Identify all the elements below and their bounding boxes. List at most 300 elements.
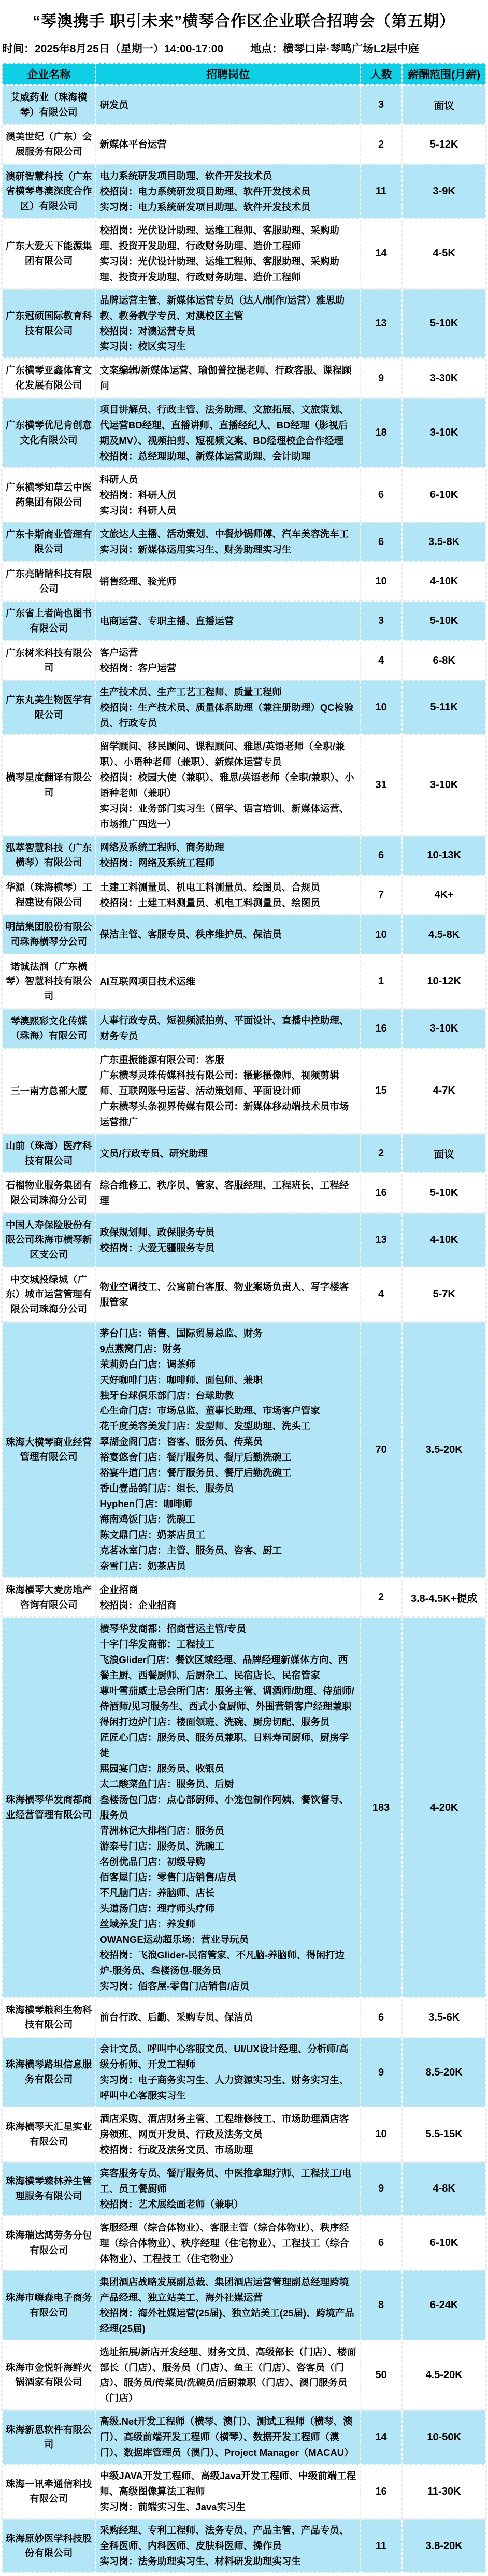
position-category-label: 校招岗： [99, 2144, 138, 2155]
position-category-label: 校招岗： [99, 663, 138, 674]
company-cell: 珠海横琴粮科生物科技有限公司 [2, 1998, 96, 2037]
event-venue: 地点：横琴口岸·琴鸣广场L2层中庭 [250, 43, 419, 55]
positions-cell [96, 1998, 361, 2037]
position-line: 克茗冰室门店：主管、服务员、咨客、厨工 [99, 1545, 282, 1556]
table-row [2, 2107, 486, 2162]
company-cell: 琴澳熙彩文化传媒（珠海）有限公司 [2, 1009, 96, 1048]
company-cell: 山前（珠海）医疗科技有限公司 [2, 1134, 96, 1173]
positions-cell [96, 876, 361, 915]
position-category-label: 佰客屋门店： [99, 1871, 157, 1883]
position-line: 尊叶雪茄威士忌会所门店：服务主管、调酒师/助理、侍茄师/侍酒师/见习服务生、西式小食厨师、外围营销客户经理兼职 [99, 1685, 354, 1712]
table-row [2, 876, 486, 915]
jobs-table [1, 62, 487, 2574]
position-category-label: 得闲打边炉门店： [99, 1716, 177, 1728]
position-line: 校招岗：科研人员 [99, 489, 177, 500]
position-category-label: 头道汤门店： [99, 1902, 157, 1914]
salary-cell: 4-5K [402, 219, 486, 289]
headcount-cell: 2 [360, 125, 401, 164]
headcount-cell: 16 [360, 2465, 401, 2519]
headcount-cell: 6 [360, 2216, 401, 2270]
salary-cell: 3-10K [402, 735, 486, 836]
positions-cell [96, 1134, 361, 1173]
position-line: 综合维修工、秩序员、管家、客服经理、工程班长、工程经理 [99, 1179, 349, 1206]
position-line: 奈雪门店：奶茶店员 [99, 1561, 186, 1572]
salary-cell: 5-11K [402, 680, 486, 735]
position-line: OWANGE运动超乐场：营业导玩员 [99, 1934, 249, 1945]
table-row [2, 2465, 486, 2519]
column-header-salary: 薪酬范围(月薪) [402, 63, 486, 85]
position-line: 十字门华发商都：工程技工 [99, 1639, 215, 1650]
company-cell: 珠海大横琴商业经营管理有限公司 [2, 1322, 96, 1578]
position-category-label: 校招岗： [99, 185, 138, 197]
position-line: 电力系统研发项目助理、软件开发技术员 [99, 170, 272, 181]
event-meta [0, 34, 488, 62]
table-row [2, 602, 486, 641]
table-row [2, 1998, 486, 2037]
position-line: 天好咖啡门店：咖啡师、面包师、兼职 [99, 1374, 263, 1385]
position-line: 不凡脑门店：养脑师、店长 [99, 1887, 215, 1898]
company-cell: 三一南方总部大厦 [2, 1049, 96, 1134]
table-header [2, 63, 486, 85]
position-line: 校招岗：网络及系统工程师 [99, 857, 215, 869]
headcount-cell: 2 [360, 1578, 401, 1618]
headcount-cell: 6 [360, 1998, 401, 2037]
position-line: 中级JAVA开发工程师、高级Java开发工程师、中级前端工程师、高级图像算法工程师 [99, 2470, 356, 2497]
position-line: 选址拓展/新店开发经理、财务文员、高级部长（门店）、楼面部长（门店）、服务员（门店）、鱼王（门店）、咨客员（门店）、服务员/传菜员/洗碗员/后厨兼职（门店）、澳门服务员（门店） [99, 2346, 356, 2404]
positions-cell [96, 2270, 361, 2340]
position-line: 校招岗：大爱无疆服务专员 [99, 1242, 215, 1253]
position-category-label: 花千度美容美发门店： [99, 1421, 196, 1432]
positions-cell [96, 1322, 361, 1578]
headcount-cell: 13 [360, 289, 401, 359]
position-line: 佰客屋门店：零售门店销售/店员 [99, 1871, 237, 1883]
position-category-label: 不凡脑门店： [99, 1887, 157, 1898]
company-cell: 中国人寿保险股份有限公司珠海市横琴新区支公司 [2, 1213, 96, 1267]
position-category-label: 实习岗： [99, 505, 138, 516]
position-line: 名创优品门店：初级导购 [99, 1856, 205, 1867]
position-line: 采购经理、专利工程师、法务专员、产品主管、产品专员、全科医师、内科医师、皮肤科医师、操作员 [99, 2525, 349, 2552]
company-cell: 广东亮睛睛科技有限公司 [2, 562, 96, 601]
position-category-label: 陈文鼎门店： [99, 1529, 157, 1541]
position-category-label: 太二酸菜鱼门店： [99, 1779, 177, 1790]
table-body [2, 85, 486, 2573]
table-row [2, 398, 486, 468]
position-line: 实习岗：光伏设计助理、运维工程师、客服助理、采购助理、投资开发助理、行政财务助理、造价工程师 [99, 255, 339, 282]
positions-cell [96, 562, 361, 601]
table-row [2, 2216, 486, 2270]
event-time: 时间：2025年8月25日（星期一）14:00-17:00 [2, 43, 224, 55]
salary-cell: 4-20K [402, 1618, 486, 1998]
position-line: 网络及系统工程师、商务助理 [99, 842, 224, 853]
position-category-label: 熙园宴门店： [99, 1763, 157, 1774]
position-line: 校招岗：艺术展绘画老师（兼职） [99, 2198, 243, 2210]
positions-cell [96, 359, 361, 398]
table-row [2, 219, 486, 289]
position-category-label: 茅台门店： [99, 1327, 148, 1339]
positions-cell [96, 289, 361, 359]
salary-cell: 4K+ [402, 876, 486, 915]
positions-cell [96, 2107, 361, 2162]
table-row [2, 468, 486, 522]
position-line: 会计文员、呼叫中心客服文员、UI/UX设计经理、分析师/高级分析师、开发工程师 [99, 2043, 349, 2070]
salary-cell: 4.5-8K [402, 915, 486, 954]
positions-cell [96, 1213, 361, 1267]
headcount-cell: 10 [360, 680, 401, 735]
table-row [2, 1213, 486, 1267]
position-line: 陈文鼎门店：奶茶店员工 [99, 1529, 205, 1541]
position-category-label: 奈雪门店： [99, 1561, 148, 1572]
position-category-label: 心生命门店： [99, 1405, 157, 1416]
position-line: 企业招商 [99, 1584, 138, 1595]
position-category-label: 丝域养发门店： [99, 1918, 167, 1929]
company-cell: 广东卡斯商业管理有限公司 [2, 522, 96, 562]
headcount-cell: 3 [360, 85, 401, 125]
headcount-cell: 14 [360, 219, 401, 289]
position-line: 实习岗：电子商务实习生、人力资源实习生、财务实习生、呼叫中心客服实习生 [99, 2074, 349, 2101]
page-title: “琴澳携手 职引未来”横琴合作区企业联合招聘会（第五期） [32, 13, 456, 30]
position-category-label: 校招岗： [99, 897, 138, 908]
positions-cell [96, 954, 361, 1009]
position-category-label: 9点燕窝门店： [99, 1343, 163, 1354]
headcount-cell: 10 [360, 915, 401, 954]
position-line: 高级.Net开发工程师（横琴、澳门）、测试工程师（横琴、澳门）、高级前端开发工程师（横琴）、数据开发工程师（澳门）、数据库管理员（澳门）、Project Manager（MACAU） [99, 2416, 354, 2458]
position-line: 裕宴悠舍门店：餐厅服务员、餐厅后勤洗碗工 [99, 1452, 292, 1463]
position-category-label: OWANGE运动超乐场： [99, 1934, 201, 1945]
salary-cell: 5.5-15K [402, 2107, 486, 2162]
headcount-cell: 6 [360, 522, 401, 562]
position-line: 裕宴牛道门店：餐厅服务员、餐厅后勤洗碗工 [99, 1467, 292, 1479]
salary-cell: 6-10K [402, 2216, 486, 2270]
positions-cell [96, 2038, 361, 2108]
position-line: AI互联网项目技术运维 [99, 976, 196, 987]
company-cell: 珠海瑞达鸿劳务分包有限公司 [2, 2216, 96, 2270]
position-category-label: 实习岗： [99, 1980, 138, 1992]
positions-cell [96, 915, 361, 954]
salary-cell: 3.8-4.5K+提成 [402, 1578, 486, 1618]
salary-cell: 3.5-20K [402, 1322, 486, 1578]
company-cell: 广东丸美生物医学有限公司 [2, 680, 96, 735]
positions-cell [96, 85, 361, 125]
salary-cell: 5-10K [402, 289, 486, 359]
position-line: 青洲林记大排档门店：服务员 [99, 1825, 224, 1837]
position-line: 实习岗：业务部门实习生（留学、语言培训、新媒体运营、市场推广四选一） [99, 803, 349, 829]
position-category-label: 游泰号门店： [99, 1841, 157, 1852]
position-category-label: 实习岗： [99, 201, 138, 212]
position-category-label: 横琴华发商都： [99, 1623, 167, 1635]
position-line: 人事行政专员、短视频派拍剪、平面设计、直播中控助理、财务专员 [99, 1015, 349, 1042]
company-cell: 珠海一讯牵通信科技有限公司 [2, 2465, 96, 2519]
position-line: 翠湖金阁门店：咨客、服务员、传菜员 [99, 1436, 263, 1448]
position-line: 酒店采购、酒店财务主管、工程维修技工、市场助理酒店客房领班、网页开发员、行政及法务文员 [99, 2113, 349, 2140]
position-category-label: 飞浪Glider门店： [99, 1654, 176, 1666]
position-line: 政保规划师、政保服务专员 [99, 1226, 215, 1238]
position-category-label: 裕宴悠舍门店： [99, 1452, 167, 1463]
position-category-label: 独牙台球俱乐部门店： [99, 1390, 196, 1401]
table-row [2, 2410, 486, 2465]
position-line: 9点燕窝门店：财务 [99, 1343, 182, 1354]
salary-cell: 10-13K [402, 836, 486, 875]
headcount-cell: 14 [360, 2410, 401, 2465]
position-line: 实习岗：新媒体运用实习生、财务助理实习生 [99, 544, 292, 555]
headcount-cell: 4 [360, 641, 401, 680]
position-line: 宾客服务专员、餐厅服务员、中医推拿理疗师、工程技工/电工、员工餐厨师 [99, 2167, 352, 2194]
salary-cell: 5-10K [402, 1173, 486, 1213]
salary-cell: 5-12K [402, 125, 486, 164]
company-cell: 广东冠硕国际教育科技有限公司 [2, 289, 96, 359]
position-category-label: 广东重振能源有限公司： [99, 1054, 205, 1066]
position-line: 文案编辑/新媒体运营、瑜伽普拉提老师、行政客服、课程顾问 [99, 365, 352, 392]
company-cell: 珠海横琴路坦信息服务有限公司 [2, 2038, 96, 2108]
position-line: 新媒体平台运营 [99, 139, 167, 150]
position-line: 客服经理（综合体物业）、客服主管（综合体物业）、秩序经理（综合体物业）、秩序经理（住宅物业）、工程技工（综合体物业）、工程技工（住宅物业） [99, 2222, 349, 2264]
position-category-label: 校招岗： [99, 857, 138, 869]
position-line: 校招岗：飞浪Glider-民宿管家、不凡脑-养脑师、得闲打边炉-服务员、叁楼汤包-服务员 [99, 1949, 345, 1976]
positions-cell [96, 836, 361, 875]
salary-cell: 10-12K [402, 954, 486, 1009]
position-category-label: 实习岗： [99, 2074, 138, 2085]
company-cell: 横琴星度翻译有限公司 [2, 735, 96, 836]
position-category-label: 叁楼汤包门店： [99, 1794, 167, 1806]
position-line: 电商运营、专职主播、直播运营 [99, 615, 234, 626]
headcount-cell: 183 [360, 1618, 401, 1998]
positions-cell [96, 1173, 361, 1213]
company-cell: 明喆集团股份有限公司珠海横琴分公司 [2, 915, 96, 954]
position-line: 校招岗：土建工料测量员、机电工料测量员、绘图员 [99, 897, 320, 908]
position-line: 广东横琴头条视界传媒有限公司：新媒体移动端技术员市场运营推广 [99, 1100, 349, 1127]
position-category-label: 校招岗： [99, 702, 138, 713]
positions-cell [96, 680, 361, 735]
position-category-label: 校招岗： [99, 771, 138, 783]
position-category-label: 实习岗： [99, 2501, 138, 2513]
company-cell: 诺诚法润（广东横琴）智慧科技有限公司 [2, 954, 96, 1009]
table-row [2, 641, 486, 680]
positions-cell [96, 1578, 361, 1618]
salary-cell: 3.5-6K [402, 1998, 486, 2037]
position-category-label: 广东横琴灵珠传媒科技有限公司： [99, 1070, 243, 1081]
salary-cell: 3-10K [402, 398, 486, 468]
headcount-cell: 11 [360, 2519, 401, 2573]
table-row [2, 2340, 486, 2410]
company-cell: 广东横琴亚鑫体育文化发展有限公司 [2, 359, 96, 398]
position-line: 土建工料测量员、机电工料测量员、绘图员、合规员 [99, 881, 320, 893]
position-line: 物业空调技工、公寓前台客服、物业案场负责人、写字楼客服管家 [99, 1281, 349, 1308]
position-category-label: 校招岗： [99, 1949, 138, 1960]
table-row [2, 359, 486, 398]
table-row [2, 1322, 486, 1578]
company-cell: 广东省上者尚也图书有限公司 [2, 602, 96, 641]
position-category-label: 十字门华发商都： [99, 1639, 177, 1650]
headcount-cell: 9 [360, 2038, 401, 2108]
position-line: 项目讲解员、行政主管、法务助理、文旅拓展、文旅策划、代运营BD经理、直播讲师、直播经纪人、BD经理（影视后期及MV）、视频拍剪、短视频文案、BD经理校企合作经理 [99, 404, 349, 446]
headcount-cell: 50 [360, 2340, 401, 2410]
position-line: 独牙台球俱乐部门店：台球助教 [99, 1390, 234, 1401]
salary-cell: 4-10K [402, 1213, 486, 1267]
salary-cell: 4-8K [402, 2162, 486, 2216]
position-category-label: 克茗冰室门店： [99, 1545, 167, 1556]
position-category-label: 校招岗： [99, 489, 138, 500]
position-line: 花千度美容美发门店：发型师、发型助理、洗头工 [99, 1421, 311, 1432]
table-row [2, 1134, 486, 1173]
headcount-cell: 11 [360, 164, 401, 219]
position-category-label: 校招岗： [99, 1242, 138, 1253]
company-cell: 澳美世纪（广东）会展服务有限公司 [2, 125, 96, 164]
position-line: 校招岗：光伏设计助理、运维工程师、客服助理、采购助理、投资开发助理、行政财务助理、造价工程师 [99, 224, 339, 251]
position-line: 游泰号门店：服务员、洗碗工 [99, 1841, 224, 1852]
position-line: 校招岗：对澳运营专员 [99, 325, 196, 337]
headcount-cell: 2 [360, 1134, 401, 1173]
company-cell: 珠海横琴大麦房地产咨询有限公司 [2, 1578, 96, 1618]
position-category-label: 青洲林记大排档门店： [99, 1825, 196, 1837]
salary-cell: 3-30K [402, 359, 486, 398]
table-row [2, 562, 486, 601]
position-line: 横琴华发商都：招商营运主管/专员 [99, 1623, 247, 1635]
salary-cell: 面议 [402, 85, 486, 125]
position-category-label: 校招岗： [99, 325, 138, 337]
position-category-label: 匠匠心门店： [99, 1732, 157, 1743]
salary-cell: 5-10K [402, 602, 486, 641]
table-row [2, 1578, 486, 1618]
headcount-cell: 16 [360, 1009, 401, 1048]
positions-cell [96, 2162, 361, 2216]
positions-cell [96, 219, 361, 289]
table-row [2, 125, 486, 164]
position-line: 实习岗：电力系统研发项目助理、软件开发技术员 [99, 201, 311, 212]
company-cell: 广东树米科技有限公司 [2, 641, 96, 680]
salary-cell: 5-7K [402, 1267, 486, 1322]
company-cell: 广东大爱天下能源集团有限公司 [2, 219, 96, 289]
position-line: 匠匠心门店：服务员、服务员兼职、日料寿司厨师、厨房学徒 [99, 1732, 349, 1759]
company-cell: 泓萃智慧科技（广东横琴）有限公司 [2, 836, 96, 875]
salary-cell: 3.5-8K [402, 522, 486, 562]
headcount-cell: 8 [360, 2270, 401, 2340]
salary-cell: 6-8K [402, 641, 486, 680]
position-category-label: 实习岗： [99, 341, 138, 352]
position-category-label: 校招岗： [99, 2198, 138, 2210]
positions-cell [96, 1267, 361, 1322]
position-line: 销售经理、验光师 [99, 576, 177, 587]
table-row [2, 85, 486, 125]
company-cell: 珠海市金悦轩海鲜火锅酒家有限公司 [2, 2340, 96, 2410]
headcount-cell: 13 [360, 1213, 401, 1267]
company-cell: 澳研智慧科技（广东省横琴粤澳深度合作区）有限公司 [2, 164, 96, 219]
table-row [2, 1618, 486, 1998]
salary-cell: 10-50K [402, 2410, 486, 2465]
headcount-cell: 9 [360, 359, 401, 398]
headcount-cell: 10 [360, 562, 401, 601]
position-line: 得闲打边炉门店：楼面领班、洗碗、厨房切配、服务员 [99, 1716, 330, 1728]
headcount-cell: 70 [360, 1322, 401, 1578]
positions-cell [96, 2216, 361, 2270]
position-line: 实习岗：法务助理实习生、材料研发助理实习生 [99, 2556, 301, 2567]
headcount-cell: 15 [360, 1049, 401, 1134]
salary-cell: 面议 [402, 1134, 486, 1173]
position-category-label: 翠湖金阁门店： [99, 1436, 167, 1448]
headcount-cell: 16 [360, 1173, 401, 1213]
position-category-label: 校招岗： [99, 450, 138, 462]
company-cell: 石榴物业服务集团有限公司珠海分公司 [2, 1173, 96, 1213]
salary-cell: 6-24K [402, 2270, 486, 2340]
position-line: 实习岗：前端实习生、Java实习生 [99, 2501, 246, 2513]
positions-cell [96, 2410, 361, 2465]
position-line: 熙园宴门店：服务员、收银员 [99, 1763, 224, 1774]
headcount-cell: 10 [360, 2107, 401, 2162]
company-cell: 华源（珠海横琴）工程建设有限公司 [2, 876, 96, 915]
position-line: 校招岗：电力系统研发项目助理、软件开发技术员 [99, 185, 311, 197]
position-line: Hyphen门店：咖啡师 [99, 1498, 193, 1510]
positions-cell [96, 468, 361, 522]
salary-cell: 4-7K [402, 1049, 486, 1134]
position-line: 广东横琴灵珠传媒科技有限公司：摄影摄像师、视频剪辑师、互联网账号运营、活动策划师、平面设计师 [99, 1070, 339, 1096]
company-cell: 珠海原妙医学科技股份有限公司 [2, 2519, 96, 2573]
column-header-positions: 招聘岗位 [96, 63, 361, 85]
positions-cell [96, 1618, 361, 1998]
headcount-cell: 3 [360, 602, 401, 641]
position-line: 前台行政、后勤、采购专员、保洁员 [99, 2012, 253, 2023]
position-line: 校招岗：客户运营 [99, 663, 177, 674]
headcount-cell: 6 [360, 468, 401, 522]
positions-cell [96, 641, 361, 680]
headcount-cell: 4 [360, 1267, 401, 1322]
position-category-label: 名创优品门店： [99, 1856, 167, 1867]
headcount-cell: 1 [360, 954, 401, 1009]
position-line: 品牌运营主管、新媒体运营专员（达人/制作/运营）雅思助教、教务教学专员、对澳校区主管 [99, 294, 345, 321]
table-row [2, 289, 486, 359]
company-cell: 中交城投绿城（广东）城市运营管理有限公司珠海分公司 [2, 1267, 96, 1322]
headcount-cell: 6 [360, 836, 401, 875]
positions-cell [96, 2465, 361, 2519]
position-line: 文旅达人主播、活动策划、中餐炒锅师傅、汽车美容洗车工 [99, 528, 349, 540]
position-line: 丝域养发门店：养发师 [99, 1918, 196, 1929]
company-cell: 珠海市嗨森电子商务有限公司 [2, 2270, 96, 2340]
headcount-cell: 18 [360, 398, 401, 468]
headcount-cell: 31 [360, 735, 401, 836]
position-category-label: 实习岗： [99, 255, 138, 267]
salary-cell: 3-9K [402, 164, 486, 219]
position-line: 心生命门店：市场总监、董事长助理、市场客户管家 [99, 1405, 320, 1416]
positions-cell [96, 164, 361, 219]
positions-cell [96, 125, 361, 164]
position-line: 实习岗：校区实习生 [99, 341, 186, 352]
positions-cell [96, 398, 361, 468]
column-header-count: 人数 [360, 63, 401, 85]
position-category-label: 裕宴牛道门店： [99, 1467, 167, 1479]
positions-cell [96, 1009, 361, 1048]
position-category-label: 广东横琴头条视界传媒有限公司： [99, 1100, 243, 1112]
position-line: 客户运营 [99, 647, 138, 659]
position-line: 茅台门店：销售、国际贸易总监、财务 [99, 1327, 263, 1339]
position-line: 保洁主管、客服专员、秩序维护员、保洁员 [99, 929, 282, 940]
position-category-label: 天好咖啡门店： [99, 1374, 167, 1385]
position-line: 文员/行政专员、研究助理 [99, 1148, 208, 1159]
table-row [2, 164, 486, 219]
position-category-label: 尊叶雪茄威士忌会所门店： [99, 1685, 215, 1697]
salary-cell: 3.8-20K [402, 2519, 486, 2573]
position-line: 集团酒店战略发展副总裁、集团酒店运营管理副总经理跨境产品经理、独立站美工、海外社媒运营 [99, 2276, 349, 2303]
position-line: 叁楼汤包门店：点心部厨师、小笼包制作阿姨、餐饮督导、服务员 [99, 1794, 349, 1821]
position-line: 科研人员 [99, 474, 138, 485]
position-line: 校招岗：行政及法务文员、市场助理 [99, 2144, 253, 2155]
salary-cell: 3-10K [402, 1009, 486, 1048]
positions-cell [96, 735, 361, 836]
positions-cell [96, 2519, 361, 2573]
position-category-label: 校招岗： [99, 224, 138, 236]
salary-cell: 4-10K [402, 562, 486, 601]
position-line: 飞浪Glider门店：餐饮区域经理、品牌经理新媒体方向、西餐主厨、西餐厨师、后厨杂工、民宿店长、民宿管家 [99, 1654, 348, 1681]
company-cell: 珠海横琴天汇星实业有限公司 [2, 2107, 96, 2162]
table-row [2, 1173, 486, 1213]
position-line: 留学顾问、移民顾问、课程顾问、雅思/英语老师（全职/兼职）、小语种老师（兼职）、新媒体运营专员 [99, 740, 345, 767]
position-line: 校招岗：生产技术员、质量体系助理（兼注册助理）QC检验员、行政专员 [99, 702, 354, 728]
